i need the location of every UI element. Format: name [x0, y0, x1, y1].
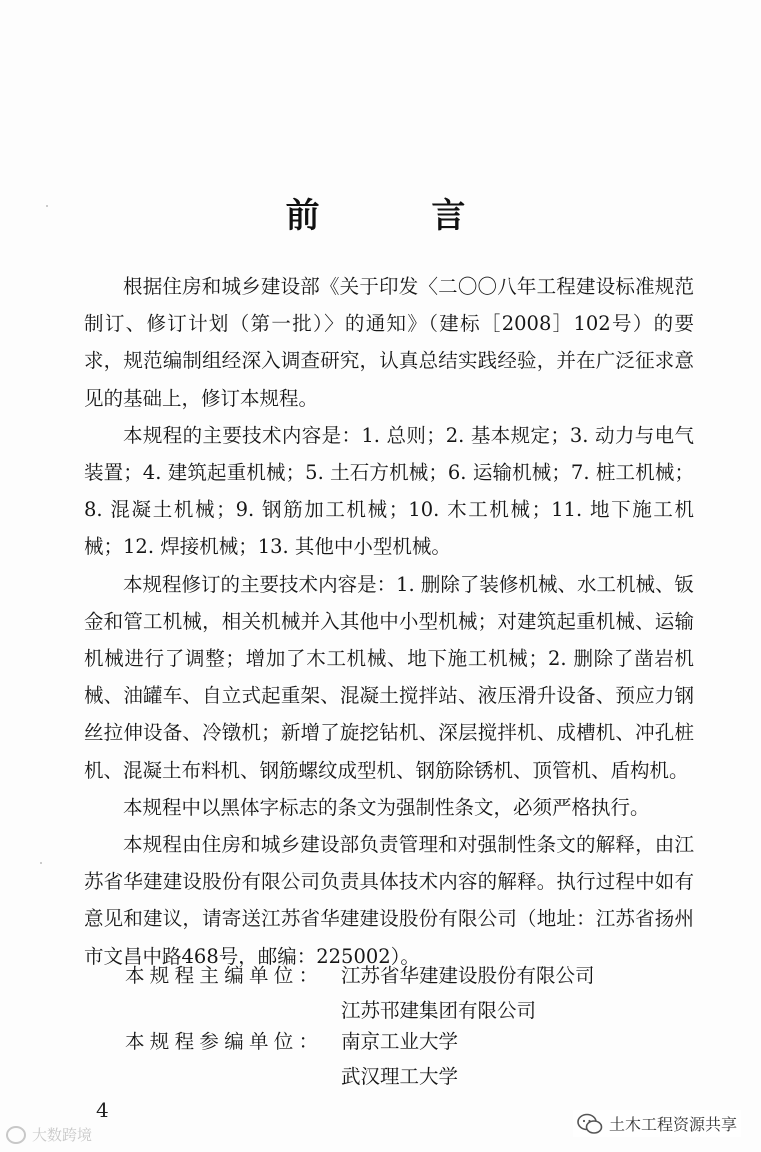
page-number: 4: [96, 1098, 109, 1122]
watermark-right-text: 土木工程资源共享: [608, 1115, 737, 1134]
paragraph-main-content: 本规程的主要技术内容是：1. 总则；2. 基本规定；3. 动力与电气装置；4. 建筑起重机械；5. 土石方机械；6. 运输机械；7. 桩工机械；8. 混凝土机械；9. 钢筋加工机械；10. 木工机械；11. 地下施工机械；12. 焊接机械；13. 其他中小型机械。: [84, 423, 694, 559]
watermark-left-text: 大数跨境: [32, 1126, 93, 1144]
paragraph-basis: 根据住房和城乡建设部《关于印发〈二〇〇八年工程建设标准规范制订、修订计划（第一批）〉的通知》（建标［2008］102号）的要求，规范编制组经深入调查研究，认真总结实践经验，并在广泛征求意见的基础上，修订本规程。: [84, 275, 694, 410]
watermark-right: [573, 1110, 741, 1137]
watermark-logo-icon: [6, 1126, 26, 1144]
scan-speck: [40, 862, 42, 864]
watermark-left: [6, 1124, 92, 1145]
participating-unit-name: 南京工业大学: [341, 1030, 459, 1053]
participating-units-label: 本规程参编单位：: [125, 1030, 324, 1053]
paragraph-management: 本规程由住房和城乡建设部负责管理和对强制性条文的解释，由江苏省华建建设股份有限公司负责具体技术内容的解释。执行过程中如有意见和建议，请寄送江苏省华建建设股份有限公司（地址：江苏省扬州市文昌中路468号，邮编：225002）。: [84, 833, 694, 968]
chief-unit-name: 江苏省华建建设股份有限公司: [341, 964, 595, 987]
participating-unit-name: 武汉理工大学: [341, 1065, 459, 1088]
chief-units-block: [125, 958, 685, 1028]
scan-speck: [46, 205, 48, 207]
participating-units-block: [125, 1024, 685, 1094]
chief-unit-name: 江苏邗建集团有限公司: [341, 999, 537, 1022]
paragraph-mandatory: 本规程中以黑体字标志的条文为强制性条文，必须严格执行。: [123, 795, 650, 819]
chief-units-label: 本规程主编单位：: [125, 964, 324, 987]
body-text: [84, 268, 694, 975]
page-title: 前 言: [285, 196, 516, 236]
wechat-icon: [577, 1113, 603, 1135]
paragraph-revision-content: 本规程修订的主要技术内容是：1. 删除了装修机械、水工机械、钣金和管工机械，相关机械并入其他中小型机械；对建筑起重机械、运输机械进行了调整；增加了木工机械、地下施工机械；2. 删除了凿岩机械、油罐车、自立式起重架、混凝土搅拌站、液压滑升设备、预应力钢丝拉伸设备、冷镦机；新增了旋挖钻机、深层搅拌机、成槽机、冲孔桩机、混凝土布料机、钢筋螺纹成型机、钢筋除锈机、顶管机、盾构机。: [84, 572, 694, 782]
